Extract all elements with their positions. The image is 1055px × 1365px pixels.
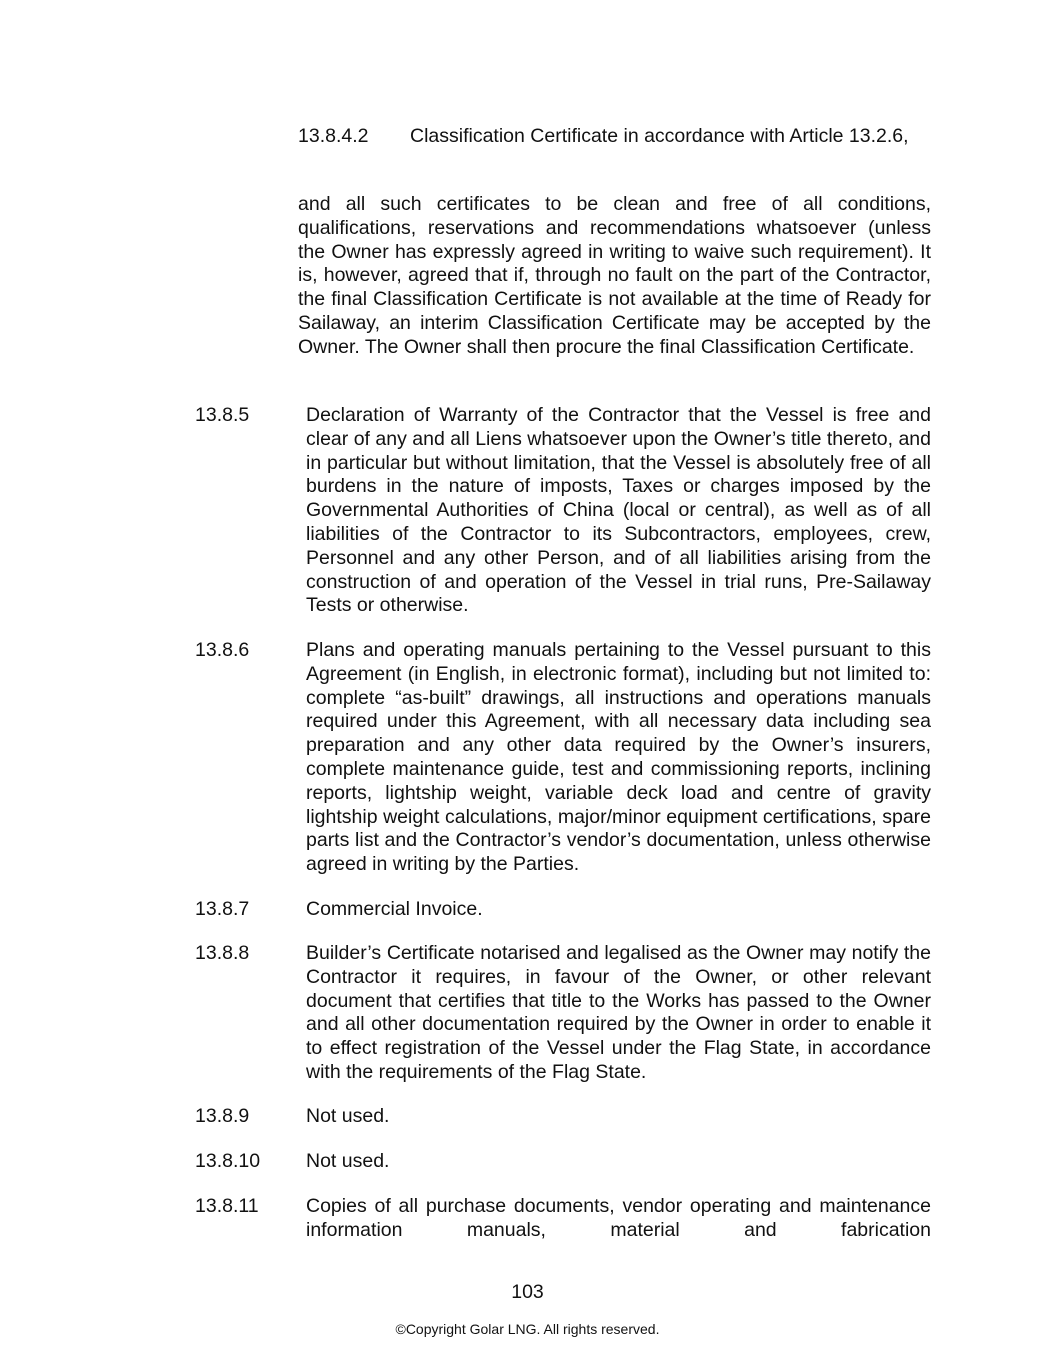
clause-text: Commercial Invoice. <box>306 898 483 920</box>
continuation-paragraph: and all such certificates to be clean and free of all conditions, qualifications, reservations and recommendations whatsoever (unless the Owner has expressly agreed in writing to waive such requirement). It is, however, agreed that if, through no fault on the part of the Contractor, the final Classification Certificate is not available at the time of Ready for Sailaway, an interim Classification Certificate may be accepted by the Owner. The Owner shall then procure the final Classification Certificate. <box>298 193 931 358</box>
clause-text: Plans and operating manuals pertaining to the Vessel pursuant to this Agreement (in English, in electronic format), including but not limited to: complete “as-built” drawings, all instructions and operations manuals required under this Agreement, with all necessary data including sea preparation and any other data required by the Owner’s insurers, complete maintenance guide, test and commissioning reports, inclining reports, lightship weight, variable deck load and centre of gravity lightship weight calculations, major/minor equipment certifications, spare parts list and the Contractor’s vendor’s documentation, unless otherwise agreed in writing by the Parties. <box>306 639 931 876</box>
continuation-paragraph-block <box>298 193 931 360</box>
clause-number: 13.8.11 <box>195 1195 259 1217</box>
clause-text: Not used. <box>306 1105 390 1127</box>
clause-text: Copies of all purchase documents, vendor operating and maintenance information manuals, material and fabrication <box>306 1195 931 1241</box>
clause-number: 13.8.8 <box>195 942 250 964</box>
clause-number: 13.8.7 <box>195 898 250 920</box>
page-number: 103 <box>511 1281 544 1303</box>
clause-number: 13.8.5 <box>195 404 250 426</box>
clause-number: 13.8.6 <box>195 639 250 661</box>
sub-item-number: 13.8.4.2 <box>298 125 369 147</box>
clause-text: Not used. <box>306 1150 390 1172</box>
clause-number: 13.8.9 <box>195 1105 250 1127</box>
clause-number: 13.8.10 <box>195 1150 261 1172</box>
sub-item-text: Classification Certificate in accordance with Article 13.2.6, <box>410 125 909 147</box>
clause-text: Declaration of Warranty of the Contractor that the Vessel is free and clear of any and all Liens whatsoever upon the Owner’s title thereto, and in particular but without limitation, that the Vessel is absolutely free of all burdens in the nature of imposts, Taxes or charges imposed by the Governmental Authorities of China (local or central), as well as of all liabilities of the Contractor to its Subcontractors, employees, crew, Personnel and any other Person, and of all liabilities arising from the construction of and operation of the Vessel in trial runs, Pre-Sailaway Tests or otherwise. <box>306 404 931 617</box>
clause-text: Builder’s Certificate notarised and legalised as the Owner may notify the Contractor it requires, in favour of the Owner, or other relevant document that certifies that title to the Works has passed to the Owner and all other documentation required by the Owner in order to enable it to effect registration of the Vessel under the Flag State, in accordance with the requirements of the Flag State. <box>306 942 931 1083</box>
copyright-notice: ©Copyright Golar LNG. All rights reserved. <box>395 1321 660 1337</box>
